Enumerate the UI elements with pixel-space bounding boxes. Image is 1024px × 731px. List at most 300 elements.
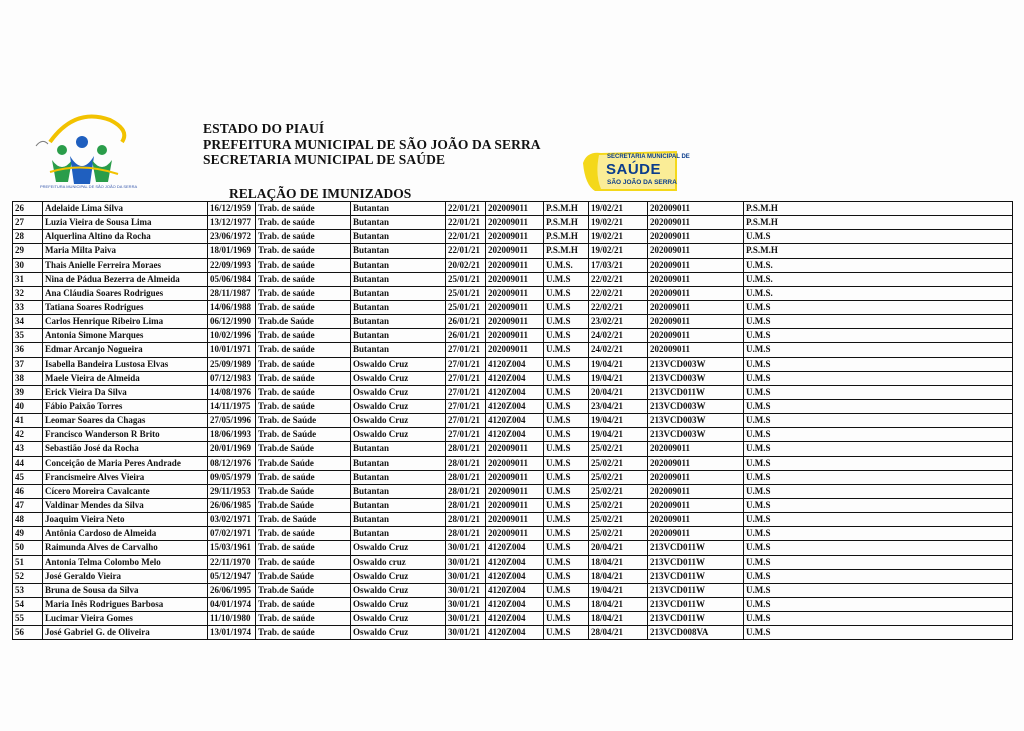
category-cell: Trab.de Saúde [256, 498, 351, 512]
row-number-cell: 27 [13, 216, 43, 230]
dose1-site-cell: U.M.S [544, 315, 589, 329]
dose1-date-cell: 30/01/21 [446, 597, 486, 611]
birth-date-cell: 15/03/1961 [208, 541, 256, 555]
vaccine-lab-cell: Butantan [351, 272, 446, 286]
dose1-lot-cell: 202009011 [486, 498, 544, 512]
dose1-date-cell: 30/01/21 [446, 541, 486, 555]
dose2-date-cell: 25/02/21 [589, 484, 648, 498]
row-number-cell: 50 [13, 541, 43, 555]
dose1-lot-cell: 202009011 [486, 527, 544, 541]
birth-date-cell: 26/06/1995 [208, 583, 256, 597]
dose2-date-cell: 19/04/21 [589, 357, 648, 371]
vaccine-lab-cell: Oswaldo Cruz [351, 541, 446, 555]
vaccine-lab-cell: Butantan [351, 244, 446, 258]
vaccine-lab-cell: Butantan [351, 484, 446, 498]
table-row [13, 569, 1013, 583]
table-row [13, 527, 1013, 541]
category-cell: Trab. de saúde [256, 258, 351, 272]
birth-date-cell: 25/09/1989 [208, 357, 256, 371]
birth-date-cell: 07/02/1971 [208, 527, 256, 541]
dose1-site-cell: U.M.S. [544, 258, 589, 272]
dose2-lot-cell: 213VCD003W [648, 428, 744, 442]
dose2-lot-cell: 213VCD003W [648, 414, 744, 428]
dose1-site-cell: U.M.S [544, 470, 589, 484]
dose1-lot-cell: 202009011 [486, 244, 544, 258]
birth-date-cell: 09/05/1979 [208, 470, 256, 484]
dose1-site-cell: U.M.S [544, 329, 589, 343]
dose1-date-cell: 28/01/21 [446, 456, 486, 470]
category-cell: Trab. de saúde [256, 300, 351, 314]
dose1-date-cell: 25/01/21 [446, 272, 486, 286]
vaccine-lab-cell: Oswaldo Cruz [351, 569, 446, 583]
dose1-date-cell: 27/01/21 [446, 414, 486, 428]
table-row [13, 597, 1013, 611]
dose2-lot-cell: 213VCD011W [648, 385, 744, 399]
document-header [203, 121, 541, 168]
saude-logo-line1: SECRETARIA MUNICIPAL DE [607, 154, 690, 160]
table-row [13, 202, 1013, 216]
row-number-cell: 37 [13, 357, 43, 371]
dose1-date-cell: 28/01/21 [446, 498, 486, 512]
vaccine-lab-cell: Butantan [351, 498, 446, 512]
dose2-site-cell: U.M.S [744, 300, 1013, 314]
row-number-cell: 30 [13, 258, 43, 272]
dose1-lot-cell: 4120Z004 [486, 541, 544, 555]
dose1-site-cell: U.M.S [544, 583, 589, 597]
category-cell: Trab. de saúde [256, 244, 351, 258]
dose2-lot-cell: 202009011 [648, 484, 744, 498]
dose2-lot-cell: 202009011 [648, 258, 744, 272]
dose2-site-cell: U.M.S [744, 541, 1013, 555]
dose2-lot-cell: 202009011 [648, 527, 744, 541]
person-name-cell: Antonia Simone Marques [43, 329, 208, 343]
dose1-lot-cell: 4120Z004 [486, 597, 544, 611]
dose1-lot-cell: 4120Z004 [486, 626, 544, 640]
dose2-lot-cell: 202009011 [648, 286, 744, 300]
birth-date-cell: 22/11/1970 [208, 555, 256, 569]
vaccine-lab-cell: Butantan [351, 329, 446, 343]
dose1-site-cell: U.M.S [544, 612, 589, 626]
category-cell: Trab. de saúde [256, 612, 351, 626]
birth-date-cell: 05/12/1947 [208, 569, 256, 583]
category-cell: Trab. de saúde [256, 230, 351, 244]
row-number-cell: 55 [13, 612, 43, 626]
dose1-site-cell: U.M.S [544, 371, 589, 385]
dose1-site-cell: U.M.S [544, 498, 589, 512]
dose2-date-cell: 25/02/21 [589, 513, 648, 527]
vaccine-lab-cell: Oswaldo Cruz [351, 414, 446, 428]
dose2-site-cell: U.M.S [744, 428, 1013, 442]
dose1-site-cell: U.M.S [544, 513, 589, 527]
row-number-cell: 43 [13, 442, 43, 456]
person-name-cell: Nina de Pádua Bezerra de Almeida [43, 272, 208, 286]
vaccine-lab-cell: Oswaldo Cruz [351, 371, 446, 385]
person-name-cell: Maria Milta Paiva [43, 244, 208, 258]
person-name-cell: Antonia Telma Colombo Melo [43, 555, 208, 569]
dose1-site-cell: U.M.S [544, 597, 589, 611]
dose1-lot-cell: 4120Z004 [486, 399, 544, 413]
vaccine-lab-cell: Butantan [351, 300, 446, 314]
vaccine-lab-cell: Butantan [351, 470, 446, 484]
dose1-site-cell: U.M.S [544, 399, 589, 413]
person-name-cell: Adelaide Lima Silva [43, 202, 208, 216]
dose1-date-cell: 22/01/21 [446, 244, 486, 258]
prefeitura-logo-icon [30, 112, 150, 192]
category-cell: Trab. de saúde [256, 216, 351, 230]
dose1-site-cell: U.M.S [544, 343, 589, 357]
person-name-cell: Carlos Henrique Ribeiro Lima [43, 315, 208, 329]
saude-logo-line2: SAÚDE [606, 161, 662, 178]
table-row [13, 498, 1013, 512]
row-number-cell: 33 [13, 300, 43, 314]
row-number-cell: 42 [13, 428, 43, 442]
birth-date-cell: 13/12/1977 [208, 216, 256, 230]
person-name-cell: José Geraldo Vieira [43, 569, 208, 583]
dose2-lot-cell: 213VCD011W [648, 612, 744, 626]
row-number-cell: 41 [13, 414, 43, 428]
row-number-cell: 54 [13, 597, 43, 611]
category-cell: Trab. de saúde [256, 597, 351, 611]
dose1-site-cell: P.S.M.H [544, 216, 589, 230]
birth-date-cell: 11/10/1980 [208, 612, 256, 626]
person-name-cell: Ana Cláudia Soares Rodrigues [43, 286, 208, 300]
row-number-cell: 38 [13, 371, 43, 385]
person-name-cell: Francismeire Alves Vieira [43, 470, 208, 484]
dose1-lot-cell: 202009011 [486, 513, 544, 527]
person-name-cell: Leomar Soares da Chagas [43, 414, 208, 428]
table-row [13, 216, 1013, 230]
dose1-lot-cell: 202009011 [486, 230, 544, 244]
person-name-cell: Isabella Bandeira Lustosa Elvas [43, 357, 208, 371]
birth-date-cell: 10/02/1996 [208, 329, 256, 343]
row-number-cell: 29 [13, 244, 43, 258]
dose2-site-cell: U.M.S [744, 399, 1013, 413]
dose2-lot-cell: 202009011 [648, 470, 744, 484]
dose1-lot-cell: 202009011 [486, 315, 544, 329]
dose1-date-cell: 26/01/21 [446, 315, 486, 329]
dose1-lot-cell: 202009011 [486, 272, 544, 286]
dose1-date-cell: 25/01/21 [446, 300, 486, 314]
dose1-site-cell: U.M.S [544, 428, 589, 442]
category-cell: Trab. de saúde [256, 343, 351, 357]
dose1-site-cell: U.M.S [544, 300, 589, 314]
dose1-date-cell: 27/01/21 [446, 399, 486, 413]
dose2-lot-cell: 213VCD008VA [648, 626, 744, 640]
dose2-date-cell: 22/02/21 [589, 300, 648, 314]
dose2-date-cell: 22/02/21 [589, 286, 648, 300]
dose2-site-cell: U.M.S [744, 371, 1013, 385]
row-number-cell: 53 [13, 583, 43, 597]
dose1-site-cell: U.M.S [544, 626, 589, 640]
vaccine-lab-cell: Oswaldo Cruz [351, 428, 446, 442]
dose2-lot-cell: 202009011 [648, 216, 744, 230]
birth-date-cell: 20/01/1969 [208, 442, 256, 456]
vaccine-lab-cell: Oswaldo Cruz [351, 612, 446, 626]
vaccine-lab-cell: Oswaldo Cruz [351, 385, 446, 399]
dose2-site-cell: U.M.S [744, 626, 1013, 640]
table-row [13, 541, 1013, 555]
birth-date-cell: 07/12/1983 [208, 371, 256, 385]
vaccine-lab-cell: Butantan [351, 230, 446, 244]
vaccine-lab-cell: Oswaldo cruz [351, 555, 446, 569]
dose2-lot-cell: 202009011 [648, 456, 744, 470]
dose2-lot-cell: 213VCD011W [648, 597, 744, 611]
category-cell: Trab. de Saúde [256, 513, 351, 527]
table-row [13, 484, 1013, 498]
category-cell: Trab. de Saúde [256, 428, 351, 442]
dose1-site-cell: U.M.S [544, 414, 589, 428]
dose1-lot-cell: 4120Z004 [486, 357, 544, 371]
category-cell: Trab.de Saúde [256, 569, 351, 583]
vaccine-lab-cell: Oswaldo Cruz [351, 597, 446, 611]
dose2-site-cell: U.M.S [744, 385, 1013, 399]
vaccine-lab-cell: Butantan [351, 286, 446, 300]
birth-date-cell: 26/06/1985 [208, 498, 256, 512]
dose2-date-cell: 25/02/21 [589, 442, 648, 456]
dose1-date-cell: 28/01/21 [446, 442, 486, 456]
dose2-date-cell: 25/02/21 [589, 498, 648, 512]
dose2-date-cell: 28/04/21 [589, 626, 648, 640]
dose2-date-cell: 18/04/21 [589, 597, 648, 611]
vaccine-lab-cell: Butantan [351, 456, 446, 470]
person-name-cell: Conceição de Maria Peres Andrade [43, 456, 208, 470]
dose2-site-cell: P.S.M.H [744, 216, 1013, 230]
row-number-cell: 26 [13, 202, 43, 216]
immunized-table [12, 201, 1013, 640]
dose2-lot-cell: 213VCD003W [648, 371, 744, 385]
dose1-lot-cell: 4120Z004 [486, 555, 544, 569]
dose2-lot-cell: 202009011 [648, 244, 744, 258]
dose2-date-cell: 19/02/21 [589, 202, 648, 216]
dose2-site-cell: U.M.S [744, 484, 1013, 498]
dose1-site-cell: U.M.S [544, 484, 589, 498]
dose2-date-cell: 19/02/21 [589, 230, 648, 244]
person-name-cell: Bruna de Sousa da Silva [43, 583, 208, 597]
dose2-date-cell: 20/04/21 [589, 385, 648, 399]
row-number-cell: 39 [13, 385, 43, 399]
dose2-lot-cell: 202009011 [648, 513, 744, 527]
dose2-lot-cell: 202009011 [648, 230, 744, 244]
vaccine-lab-cell: Butantan [351, 513, 446, 527]
dose1-lot-cell: 4120Z004 [486, 428, 544, 442]
dose1-site-cell: U.M.S [544, 442, 589, 456]
dose2-site-cell: U.M.S. [744, 286, 1013, 300]
dose2-date-cell: 19/04/21 [589, 414, 648, 428]
dose1-site-cell: U.M.S [544, 357, 589, 371]
dose2-site-cell: U.M.S [744, 414, 1013, 428]
row-number-cell: 28 [13, 230, 43, 244]
table-row [13, 442, 1013, 456]
dose2-site-cell: U.M.S [744, 456, 1013, 470]
dose1-lot-cell: 202009011 [486, 456, 544, 470]
dose1-site-cell: U.M.S [544, 555, 589, 569]
dose2-date-cell: 18/04/21 [589, 569, 648, 583]
dose2-lot-cell: 202009011 [648, 442, 744, 456]
row-number-cell: 52 [13, 569, 43, 583]
person-name-cell: Fábio Paixão Torres [43, 399, 208, 413]
category-cell: Trab. de saúde [256, 371, 351, 385]
table-row [13, 626, 1013, 640]
vaccine-lab-cell: Butantan [351, 527, 446, 541]
table-row [13, 272, 1013, 286]
birth-date-cell: 13/01/1974 [208, 626, 256, 640]
row-number-cell: 34 [13, 315, 43, 329]
dose1-date-cell: 27/01/21 [446, 385, 486, 399]
dose1-date-cell: 28/01/21 [446, 527, 486, 541]
birth-date-cell: 16/12/1959 [208, 202, 256, 216]
row-number-cell: 40 [13, 399, 43, 413]
dose2-date-cell: 25/02/21 [589, 527, 648, 541]
category-cell: Trab. de saúde [256, 329, 351, 343]
secretaria-saude-logo [581, 145, 690, 195]
dose2-date-cell: 23/04/21 [589, 399, 648, 413]
prefeitura-logo-caption: PREFEITURA MUNICIPAL DE SÃO JOÃO DA SERRA [40, 184, 138, 189]
dose1-date-cell: 25/01/21 [446, 286, 486, 300]
table-row [13, 244, 1013, 258]
category-cell: Trab.de Saúde [256, 583, 351, 597]
dose1-date-cell: 28/01/21 [446, 484, 486, 498]
dose2-site-cell: U.M.S [744, 230, 1013, 244]
dose2-site-cell: U.M.S [744, 498, 1013, 512]
dose1-site-cell: P.S.M.H [544, 230, 589, 244]
dose2-date-cell: 19/04/21 [589, 583, 648, 597]
dose2-site-cell: U.M.S. [744, 258, 1013, 272]
dose2-site-cell: P.S.M.H [744, 244, 1013, 258]
category-cell: Trab. de saúde [256, 527, 351, 541]
dose2-site-cell: U.M.S [744, 612, 1013, 626]
dose1-date-cell: 22/01/21 [446, 216, 486, 230]
dose1-lot-cell: 4120Z004 [486, 414, 544, 428]
table-row [13, 456, 1013, 470]
dose1-date-cell: 27/01/21 [446, 371, 486, 385]
dose1-lot-cell: 202009011 [486, 258, 544, 272]
row-number-cell: 51 [13, 555, 43, 569]
category-cell: Trab.de Saúde [256, 442, 351, 456]
dose2-lot-cell: 202009011 [648, 300, 744, 314]
dose2-date-cell: 25/02/21 [589, 470, 648, 484]
dose1-lot-cell: 202009011 [486, 300, 544, 314]
birth-date-cell: 22/09/1993 [208, 258, 256, 272]
row-number-cell: 44 [13, 456, 43, 470]
vaccine-lab-cell: Butantan [351, 258, 446, 272]
dose1-lot-cell: 4120Z004 [486, 385, 544, 399]
table-row [13, 428, 1013, 442]
dose1-date-cell: 28/01/21 [446, 470, 486, 484]
table-row [13, 300, 1013, 314]
person-name-cell: Raimunda Alves de Carvalho [43, 541, 208, 555]
dose2-site-cell: U.M.S [744, 315, 1013, 329]
dose2-lot-cell: 202009011 [648, 272, 744, 286]
category-cell: Trab. de saúde [256, 385, 351, 399]
dose2-date-cell: 25/02/21 [589, 456, 648, 470]
dose2-site-cell: U.M.S [744, 343, 1013, 357]
person-name-cell: Thais Anielle Ferreira Moraes [43, 258, 208, 272]
header-secretaria: SECRETARIA MUNICIPAL DE SAÚDE [203, 152, 446, 167]
dose1-lot-cell: 202009011 [486, 202, 544, 216]
row-number-cell: 32 [13, 286, 43, 300]
immunized-table-body [13, 202, 1013, 640]
dose2-date-cell: 17/03/21 [589, 258, 648, 272]
dose1-date-cell: 27/01/21 [446, 357, 486, 371]
header-prefeitura: PREFEITURA MUNICIPAL DE SÃO JOÃO DA SERRA [203, 136, 541, 152]
person-name-cell: Erick Vieira Da Silva [43, 385, 208, 399]
dose1-date-cell: 30/01/21 [446, 583, 486, 597]
dose2-lot-cell: 202009011 [648, 498, 744, 512]
person-name-cell: Luzia Vieira de Sousa Lima [43, 216, 208, 230]
row-number-cell: 35 [13, 329, 43, 343]
dose1-site-cell: P.S.M.H [544, 202, 589, 216]
table-row [13, 371, 1013, 385]
category-cell: Trab. de saúde [256, 272, 351, 286]
dose2-date-cell: 18/04/21 [589, 555, 648, 569]
dose1-lot-cell: 202009011 [486, 484, 544, 498]
dose2-date-cell: 19/02/21 [589, 244, 648, 258]
dose1-date-cell: 22/01/21 [446, 202, 486, 216]
dose2-lot-cell: 213VCD011W [648, 583, 744, 597]
person-name-cell: Cícero Moreira Cavalcante [43, 484, 208, 498]
dose1-date-cell: 27/01/21 [446, 428, 486, 442]
birth-date-cell: 10/01/1971 [208, 343, 256, 357]
dose2-site-cell: U.M.S [744, 442, 1013, 456]
dose2-site-cell: U.M.S [744, 470, 1013, 484]
dose1-date-cell: 30/01/21 [446, 569, 486, 583]
birth-date-cell: 05/06/1984 [208, 272, 256, 286]
dose2-lot-cell: 213VCD011W [648, 541, 744, 555]
dose2-date-cell: 19/02/21 [589, 216, 648, 230]
person-name-cell: Maele Vieira de Almeida [43, 371, 208, 385]
header-state: ESTADO DO PIAUÍ [203, 121, 325, 136]
dose1-site-cell: U.M.S [544, 456, 589, 470]
person-name-cell: Sebastião José da Rocha [43, 442, 208, 456]
dose2-site-cell: U.M.S [744, 555, 1013, 569]
person-name-cell: Joaquim Vieira Neto [43, 513, 208, 527]
vaccine-lab-cell: Oswaldo Cruz [351, 626, 446, 640]
dose2-site-cell: U.M.S [744, 357, 1013, 371]
dose1-lot-cell: 202009011 [486, 343, 544, 357]
person-name-cell: Alquerlina Altino da Rocha [43, 230, 208, 244]
dose1-site-cell: U.M.S [544, 286, 589, 300]
category-cell: Trab. de saúde [256, 555, 351, 569]
vaccine-lab-cell: Oswaldo Cruz [351, 399, 446, 413]
dose2-site-cell: P.S.M.H [744, 202, 1013, 216]
table-row [13, 343, 1013, 357]
dose2-site-cell: U.M.S [744, 513, 1013, 527]
birth-date-cell: 23/06/1972 [208, 230, 256, 244]
category-cell: Trab.de Saúde [256, 456, 351, 470]
table-row [13, 513, 1013, 527]
birth-date-cell: 18/06/1993 [208, 428, 256, 442]
dose1-date-cell: 30/01/21 [446, 555, 486, 569]
dose2-date-cell: 19/04/21 [589, 428, 648, 442]
dose2-lot-cell: 202009011 [648, 343, 744, 357]
birth-date-cell: 28/11/1987 [208, 286, 256, 300]
person-name-cell: Lucimar Vieira Gomes [43, 612, 208, 626]
dose2-lot-cell: 202009011 [648, 329, 744, 343]
row-number-cell: 47 [13, 498, 43, 512]
dose1-site-cell: U.M.S [544, 527, 589, 541]
dose2-date-cell: 19/04/21 [589, 371, 648, 385]
dose2-date-cell: 18/04/21 [589, 612, 648, 626]
dose1-site-cell: U.M.S [544, 541, 589, 555]
table-row [13, 385, 1013, 399]
table-row [13, 357, 1013, 371]
dose2-site-cell: U.M.S [744, 597, 1013, 611]
table-row [13, 329, 1013, 343]
dose1-lot-cell: 4120Z004 [486, 612, 544, 626]
dose1-lot-cell: 4120Z004 [486, 583, 544, 597]
dose1-lot-cell: 202009011 [486, 470, 544, 484]
dose2-lot-cell: 202009011 [648, 315, 744, 329]
